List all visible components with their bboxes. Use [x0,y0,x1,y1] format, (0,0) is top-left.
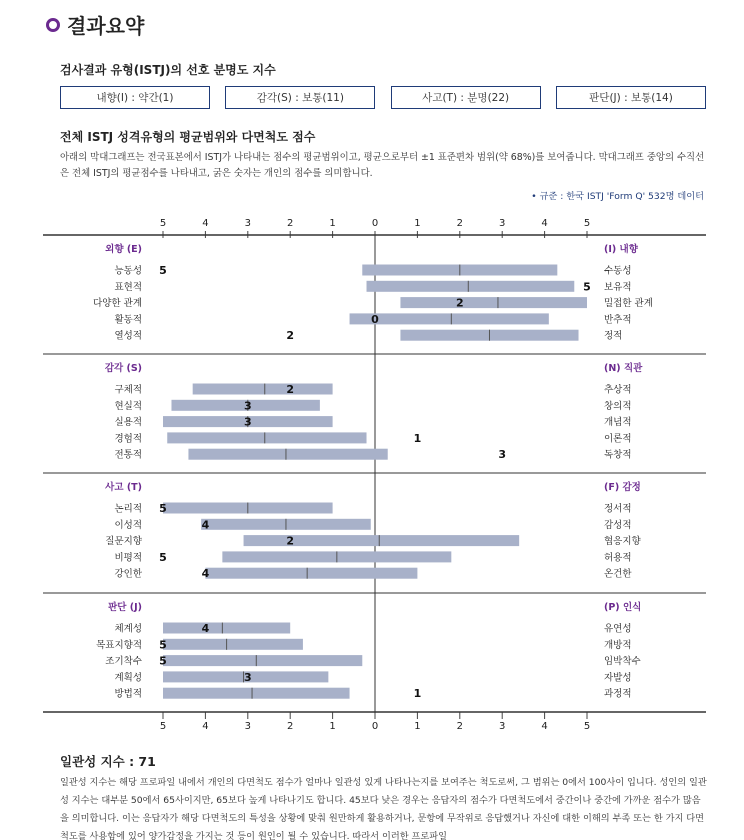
facet-left-label: 목표지향적 [96,639,142,651]
range-bar [193,384,333,395]
facet-right-label: 밀접한 관계 [604,298,653,310]
facet-right-label: 자발성 [604,672,632,684]
facet-left-label: 계획성 [114,672,142,684]
individual-score: 2 [455,296,464,310]
axis-tick-label-bottom: 5 [159,721,167,732]
facet-left-label: 활동적 [114,314,142,326]
facet-left-label: 구체적 [114,384,142,396]
range-bar [163,639,303,650]
axis-tick-label-top: 4 [202,218,209,229]
individual-score: 5 [159,654,167,668]
facet-left-label: 비평적 [114,552,142,564]
facet-right-label: 창의적 [604,400,632,412]
axis-tick-label-bottom: 2 [456,721,463,732]
axis-tick-label-top: 3 [244,218,251,229]
chart-description: 아래의 막대그래프는 전국표본에서 ISTJ가 나타내는 점수의 평균범위이고, 평균으로부터 ±1 표준편차 범위(약 68%)를 보여줍니다. 막대그래프 중앙의 수직선은 전체 ISTJ의 평균점수를 나타내고, 굵은 숫자는 개인의 점수를 의미합니다. [60,152,705,179]
range-bar [367,281,575,292]
individual-score: 4 [201,622,210,635]
facet-left-label: 경험적 [114,433,142,445]
axis-tick-label-bottom: 3 [499,721,506,732]
preference-title: 검사결과 유형(ISTJ)의 선호 분명도 지수 [60,63,276,77]
facet-right-label: 추상적 [604,384,632,396]
facet-left-label: 열성적 [114,330,142,342]
facet-right-label: 허용적 [604,552,632,564]
facet-right-label: 협응지향 [604,536,641,548]
facet-right-label: 독창적 [604,449,632,461]
facet-right-label: 과정적 [604,688,632,700]
axis-tick-label-top: 3 [499,218,506,229]
range-bar [163,655,362,666]
individual-score: 2 [286,329,295,343]
preference-box-jp: 판단(J) : 보통(14) [556,86,706,109]
individual-score: 5 [159,264,167,277]
section-heading [46,10,144,39]
individual-score: 5 [159,502,167,515]
consistency-text: 일관성 지수는 해당 프로파일 내에서 개인의 다면척도 점수가 얼마나 일관성 있게 나타나는지를 보여주는 척도로써, 그 범위는 0에서 100사이 입니다. 성인의 일관성 지수는 대부분 50에서 65사이지만, 65보다 높게 나타나기도 합니다. 45보다 낮은 경우는 응답자의 점수가 다면척도에서 중간이나 중간에 가까운 점수가 많음을 의미합니다. 이는 응답자가 해당 다면척도의 특성을 상황에 맞춰 원만하게 활용하거나, 문항에 무작위로 응답했거나 자신에 대한 이해의 부족 또는 한 가지 다면척도를 사용함에 있어 양가감정을 가지는 것 등이 원인이 될 수 있습니다. 따라서 이러한 프로파일 [60,777,707,840]
facet-left-label: 실용적 [114,417,142,429]
axis-tick-label-top: 5 [159,218,167,229]
range-bar [205,568,417,579]
facet-left-label: 전통적 [114,449,142,461]
facet-left-label: 현실적 [114,400,142,412]
consistency-label: 일관성 지수 : 71 [60,754,156,769]
facet-right-label: 이론적 [604,433,632,445]
individual-score: 5 [583,280,591,294]
facet-left-label: 질문지향 [105,536,142,548]
individual-score: 3 [243,399,252,413]
group-left-label: 외향 (E) [105,244,142,255]
axis-tick-label-top: 1 [329,218,336,229]
facet-right-label: 감성적 [604,519,632,531]
individual-score: 2 [286,534,295,548]
heading-text: 결과요약 [67,14,145,38]
facet-right-label: 개념적 [604,417,632,429]
axis-tick-label-bottom: 4 [541,721,548,732]
axis-tick-label-bottom: 1 [329,721,336,732]
facet-left-label: 방법적 [114,688,142,700]
group-right-label: (I) 내향 [604,244,638,255]
axis-tick-label-top: 5 [583,218,591,229]
individual-score: 2 [286,383,295,396]
axis-tick-label-top: 2 [456,218,463,229]
facet-left-label: 논리적 [114,503,142,515]
axis-tick-label-top: 1 [414,218,421,229]
facet-left-label: 조기착수 [105,656,142,668]
group-right-label: (P) 인식 [604,602,642,613]
range-bar [163,688,350,699]
axis-tick-label-top: 2 [287,218,294,229]
range-bar [350,313,549,324]
facet-left-label: 다양한 관계 [93,298,142,310]
facet-left-label: 표현적 [114,281,142,293]
axis-tick-label-top: 0 [371,218,379,229]
axis-tick-label-bottom: 0 [371,721,379,732]
individual-score: 4 [201,518,210,532]
individual-score: 0 [371,312,379,326]
preference-box-sn: 감각(S) : 보통(11) [225,86,375,109]
axis-tick-label-bottom: 2 [287,721,294,732]
group-left-label: 판단 (J) [108,602,142,613]
individual-score: 3 [243,670,252,684]
individual-score: 1 [413,687,422,701]
preference-box-tf: 사고(T) : 분명(22) [391,86,541,109]
group-left-label: 감각 (S) [104,363,142,374]
preference-box-ei: 내향(I) : 약간(1) [60,86,210,109]
facet-right-label: 수동성 [604,265,632,277]
axis-tick-label-top: 4 [541,218,548,229]
facet-left-label: 강인한 [114,568,142,580]
facet-right-label: 유연성 [604,623,632,635]
preference-boxes [60,86,706,109]
facet-right-label: 개방적 [604,639,632,651]
facet-left-label: 이성적 [114,519,142,531]
group-left-label: 사고 (T) [105,482,142,493]
individual-score: 3 [498,448,507,462]
individual-score: 5 [159,550,167,564]
norm-legend: • 규준 : 한국 ISTJ 'Form Q' 532명 데이터 [531,191,704,202]
individual-score: 4 [201,567,210,581]
individual-score: 3 [243,415,252,429]
range-bar [167,432,366,443]
individual-score: 5 [159,638,167,652]
range-bar [400,297,587,308]
facet-left-label: 능동성 [114,265,142,277]
chart-title: 전체 ISTJ 성격유형의 평균범위와 다면척도 점수 [60,130,316,144]
group-right-label: (F) 감정 [604,482,641,493]
facet-right-label: 정서적 [604,503,632,515]
circle-bullet-icon [46,18,60,32]
facet-right-label: 임박착수 [604,656,641,668]
facet-left-label: 체계성 [114,623,142,635]
range-bar [163,623,290,634]
axis-tick-label-bottom: 4 [202,721,209,732]
axis-tick-label-bottom: 3 [244,721,251,732]
facet-right-label: 보유적 [604,281,632,293]
facet-right-label: 반추적 [604,314,632,326]
individual-score: 1 [413,431,422,445]
range-bar [188,449,387,460]
axis-tick-label-bottom: 1 [414,721,421,732]
facet-right-label: 온건한 [604,568,632,580]
axis-tick-label-bottom: 5 [583,721,591,732]
facet-chart [0,205,744,735]
facet-right-label: 정적 [604,330,623,342]
group-right-label: (N) 직관 [604,363,643,374]
range-bar [244,535,520,546]
